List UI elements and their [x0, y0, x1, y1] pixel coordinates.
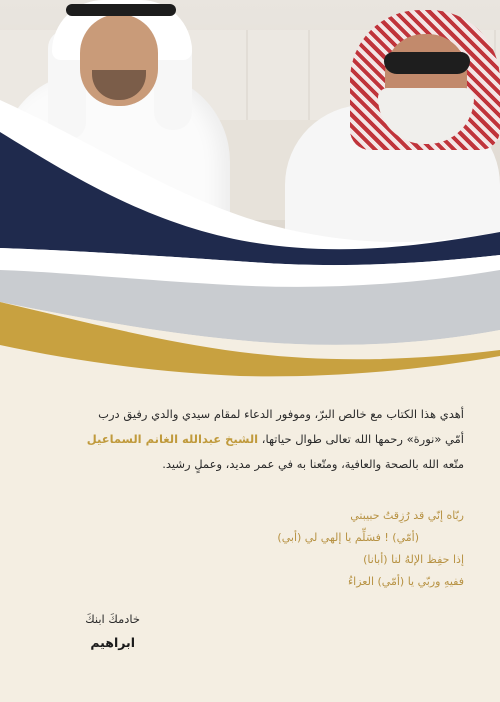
- poem-line-3: إذا حفِظ الإلهُ لنا (أبانا): [363, 553, 464, 566]
- dedication-highlight-name: الشيخ عبدالله الغانم السماعيل: [86, 432, 259, 446]
- dedication-line-2: [44, 427, 464, 452]
- signature-servant-line: خادمكَ ابنكَ: [85, 612, 140, 626]
- dedication-paragraph: [44, 402, 464, 477]
- dedication-line-1: أهدي هذا الكتاب مع خالص البرّ، وموفور الدعاء لمقام سيدي والدي رفيق درب: [98, 407, 464, 421]
- signature-name: ابراهيم: [90, 635, 135, 650]
- poem: [44, 505, 464, 593]
- poem-line-2: (أمّي) ! فسَلِّم يا إلهي لي (أبي): [277, 531, 419, 544]
- dedication-line-2-text: أمّي «نورة» رحمها الله تعالى طوال حياتها،: [258, 432, 464, 446]
- poem-line-1: ربّاه إنّي قد رُزِقتُ حبيبتي: [350, 509, 464, 522]
- dedication-line-3: متّعه الله بالصحة والعافية، ومتّعنا به في عمر مديد، وعملٍ رشيد.: [162, 457, 464, 471]
- poem-line-4: ففيهِ وربّي يا (أمّي) العزاءُ: [347, 575, 464, 588]
